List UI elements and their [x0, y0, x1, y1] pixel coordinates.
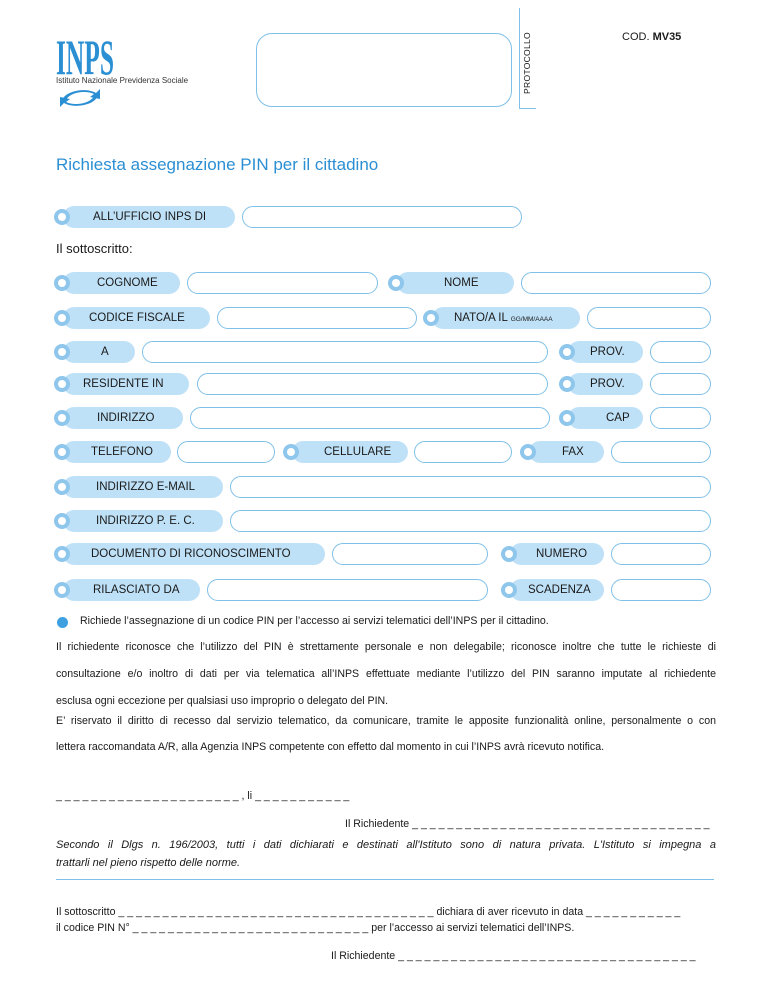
- label-text: ALL’UFFICIO INPS DI: [93, 211, 207, 223]
- place-date-line: _ _ _ _ _ _ _ _ _ _ _ _ _ _ _ _ _ _ _ _ _ , li _ _ _ _ _ _ _ _ _ _ _: [56, 790, 350, 802]
- paragraph-line: lettera raccomandata A/R, alla Agenzia INPS competente con effetto dal momento in cui l’INPS avrà ricevuto notifica.: [56, 741, 605, 753]
- office-field[interactable]: [242, 206, 522, 228]
- residente-in-field[interactable]: [197, 373, 548, 395]
- label-text: TELEFONO: [91, 446, 153, 458]
- undersigned-heading: Il sottoscritto:: [56, 241, 133, 256]
- knob-icon: [54, 376, 70, 392]
- label-text: COGNOME: [97, 277, 158, 289]
- knob-icon: [283, 444, 299, 460]
- email-field[interactable]: [230, 476, 711, 498]
- knob-icon: [54, 444, 70, 460]
- nato-il-field[interactable]: [587, 307, 711, 329]
- protocol-label: PROTOCOLLO: [522, 32, 532, 94]
- knob-icon: [54, 410, 70, 426]
- label-text: CAP: [606, 412, 630, 424]
- label-prov-residenza: [568, 373, 643, 395]
- label-scadenza: [510, 579, 604, 601]
- label-text: INDIRIZZO: [97, 412, 155, 424]
- label-residente-in: [63, 373, 189, 395]
- label-nato-il: [432, 307, 580, 329]
- knob-icon: [559, 344, 575, 360]
- knob-icon: [520, 444, 536, 460]
- label-a: [63, 341, 135, 363]
- label-documento: [63, 543, 325, 565]
- receipt-line: Il sottoscritto _ _ _ _ _ _ _ _ _ _ _ _ _ _ _ _ _ _ _ _ _ _ _ _ _ _ _ _ _ _ _ _ _ _ _ _ dichiara di aver ricevuto in data _ _ _ _ _ _ _ _ _ _ _: [56, 906, 681, 918]
- label-text: CODICE FISCALE: [89, 312, 185, 324]
- knob-icon: [54, 582, 70, 598]
- label-text: SCADENZA: [528, 584, 591, 596]
- knob-icon: [54, 513, 70, 529]
- label-telefono: [63, 441, 171, 463]
- label-text: RESIDENTE IN: [83, 378, 164, 390]
- label-email: [63, 476, 223, 498]
- label-numero: [510, 543, 604, 565]
- knob-icon: [54, 546, 70, 562]
- label-text: PROV.: [590, 378, 625, 390]
- code-value: MV35: [652, 31, 682, 43]
- paragraph-line: esclusa ogni eccezione per qualsiasi uso improprio o delegato del PIN.: [56, 695, 389, 707]
- label-office: [63, 206, 235, 228]
- logo-text: INPS: [56, 29, 114, 82]
- label-nome: [397, 272, 514, 294]
- knob-icon: [54, 310, 70, 326]
- knob-icon: [388, 275, 404, 291]
- knob-icon: [559, 376, 575, 392]
- logo-subtitle: Istituto Nazionale Previdenza Sociale: [56, 76, 189, 85]
- label-cognome: [63, 272, 180, 294]
- luogo-nascita-field[interactable]: [142, 341, 548, 363]
- pec-field[interactable]: [230, 510, 711, 532]
- telefono-field[interactable]: [177, 441, 275, 463]
- prov-nascita-field[interactable]: [650, 341, 711, 363]
- paragraph-line: E’ riservato il diritto di recesso dal servizio telematico, da comunicare, tramite le apposite funzionalità online, personalmente o con: [56, 715, 716, 727]
- label-text: PROV.: [590, 346, 625, 358]
- label-text: NATO/A IL: [454, 312, 508, 324]
- receipt-signature-line: Il Richiedente _ _ _ _ _ _ _ _ _ _ _ _ _ _ _ _ _ _ _ _ _ _ _ _ _ _ _ _ _ _ _ _ _ _: [331, 950, 696, 962]
- paragraph-line: Il richiedente riconosce che l’utilizzo del PIN è strettamente personale e non delegabile; riconosce inoltre che tutte le richieste di: [56, 641, 716, 653]
- label-pec: [63, 510, 223, 532]
- label-codice-fiscale: [63, 307, 210, 329]
- page-title: Richiesta assegnazione PIN per il cittadino: [56, 155, 379, 174]
- applicant-signature-line: Il Richiedente _ _ _ _ _ _ _ _ _ _ _ _ _ _ _ _ _ _ _ _ _ _ _ _ _ _ _ _ _ _ _ _ _ _: [345, 818, 710, 830]
- form-code: [622, 31, 681, 43]
- date-format-hint: GG/MM/AAAA: [510, 316, 553, 323]
- documento-field[interactable]: [332, 543, 488, 565]
- label-text: NOME: [444, 277, 479, 289]
- label-fax: [529, 441, 604, 463]
- label-text: FAX: [562, 446, 584, 458]
- privacy-line: trattarli nel pieno rispetto delle norme.: [56, 857, 241, 869]
- label-text: INDIRIZZO P. E. C.: [96, 515, 195, 527]
- privacy-line: Secondo il Dlgs n. 196/2003, tutti i dati dichiarati e destinati all'Istituto sono di natura privata. L'Istituto si impegna a: [56, 839, 716, 851]
- label-rilasciato-da: [63, 579, 200, 601]
- label-text: DOCUMENTO DI RICONOSCIMENTO: [91, 548, 291, 560]
- nome-field[interactable]: [521, 272, 711, 294]
- cap-field[interactable]: [650, 407, 711, 429]
- knob-icon: [423, 310, 439, 326]
- label-text: NUMERO: [536, 548, 588, 560]
- cellulare-field[interactable]: [414, 441, 512, 463]
- prov-residenza-field[interactable]: [650, 373, 711, 395]
- fax-field[interactable]: [611, 441, 711, 463]
- request-text: Richiede l’assegnazione di un codice PIN per l’accesso ai servizi telematici dell’INPS per il cittadino.: [80, 615, 549, 627]
- knob-icon: [54, 275, 70, 291]
- inps-logo: [56, 28, 136, 82]
- knob-icon: [501, 546, 517, 562]
- receipt-line: il codice PIN N° _ _ _ _ _ _ _ _ _ _ _ _ _ _ _ _ _ _ _ _ _ _ _ _ _ _ _ per l’accesso ai servizi telematici dell’INPS.: [56, 922, 575, 934]
- protocol-box: [256, 33, 512, 107]
- knob-icon: [501, 582, 517, 598]
- knob-icon: [54, 209, 70, 225]
- paragraph-line: consultazione e/o inoltro di dati per via telematica all’INPS effettuate mediante l’utilizzo del PIN saranno imputate al richiedente: [56, 668, 716, 680]
- inps-swirl-icon: [56, 85, 104, 111]
- label-text: CELLULARE: [324, 446, 392, 458]
- knob-icon: [559, 410, 575, 426]
- bullet-icon: [57, 617, 68, 628]
- label-text: INDIRIZZO E-MAIL: [96, 481, 196, 493]
- knob-icon: [54, 344, 70, 360]
- label-cellulare: [292, 441, 408, 463]
- scadenza-field[interactable]: [611, 579, 711, 601]
- label-text: A: [101, 346, 109, 358]
- codice-fiscale-field[interactable]: [217, 307, 417, 329]
- label-indirizzo: [63, 407, 183, 429]
- numero-field[interactable]: [611, 543, 711, 565]
- code-prefix: COD.: [622, 31, 650, 43]
- knob-icon: [54, 479, 70, 495]
- divider: [56, 879, 714, 880]
- cognome-field[interactable]: [187, 272, 378, 294]
- label-text: RILASCIATO DA: [93, 584, 180, 596]
- rilasciato-da-field[interactable]: [207, 579, 488, 601]
- label-prov-nascita: [568, 341, 643, 363]
- indirizzo-field[interactable]: [190, 407, 550, 429]
- label-cap: [568, 407, 643, 429]
